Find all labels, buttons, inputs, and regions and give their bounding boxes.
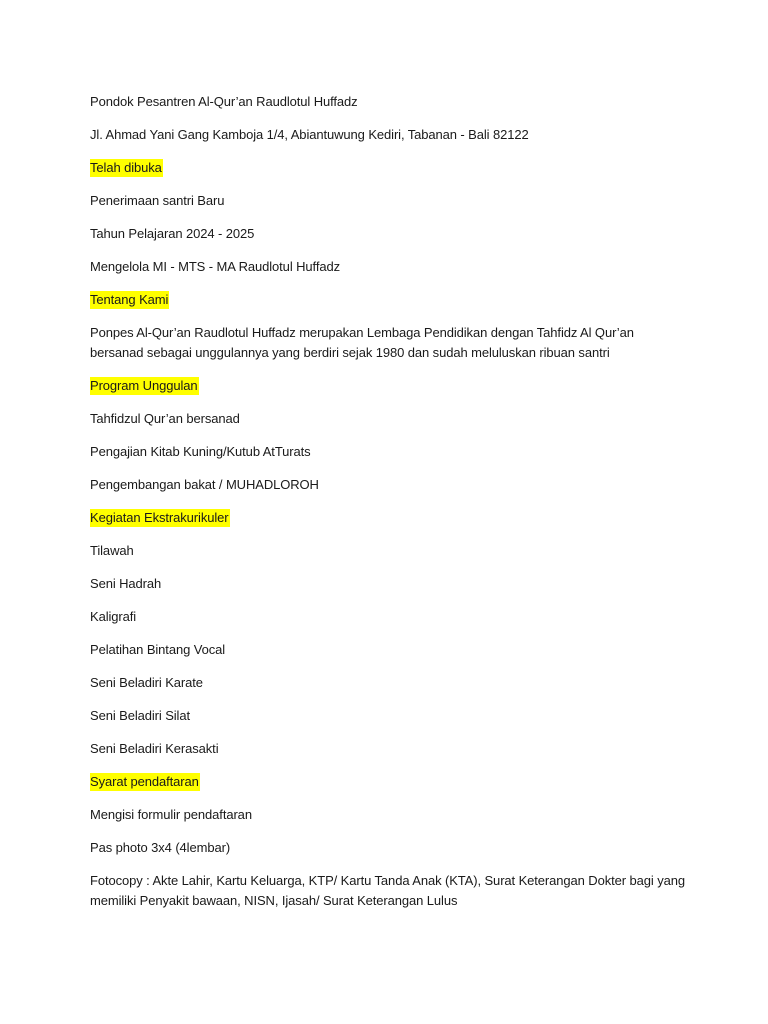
extracurricular-item: Pelatihan Bintang Vocal xyxy=(90,642,226,657)
highlighted-heading: Tentang Kami xyxy=(90,292,169,307)
highlighted-heading: Telah dibuka xyxy=(90,160,162,175)
program-item: Pengembangan bakat / MUHADLOROH xyxy=(90,477,319,492)
extracurricular-item: Seni Beladiri Silat xyxy=(90,708,190,723)
extracurricular-item: Kaligrafi xyxy=(90,609,137,624)
address-line: Jl. Ahmad Yani Gang Kamboja 1/4, Abiantuwung Kediri, Tabanan - Bali 82122 xyxy=(90,127,529,142)
highlighted-heading: Syarat pendaftaran xyxy=(90,774,199,789)
section-heading-opening xyxy=(90,158,690,178)
section-heading-about xyxy=(90,290,690,310)
extracurricular-item: Seni Beladiri Kerasakti xyxy=(90,741,219,756)
section-heading-programs xyxy=(90,376,690,396)
requirement-item: Fotocopy : Akte Lahir, Kartu Keluarga, KTP/ Kartu Tanda Anak (KTA), Surat Keterangan Dokter bagi yang memiliki Penyakit bawaan, NISN, Ijasah/ Surat Keterangan Lulus xyxy=(90,873,685,908)
program-item: Tahfidzul Qur’an bersanad xyxy=(90,411,240,426)
requirement-item: Mengisi formulir pendaftaran xyxy=(90,807,252,822)
extracurricular-item: Seni Hadrah xyxy=(90,576,162,591)
opening-line: Mengelola MI - MTS - MA Raudlotul Huffadz xyxy=(90,259,340,274)
extracurricular-item: Seni Beladiri Karate xyxy=(90,675,203,690)
highlighted-heading: Program Unggulan xyxy=(90,378,198,393)
program-item: Pengajian Kitab Kuning/Kutub AtTurats xyxy=(90,444,311,459)
section-heading-requirements xyxy=(90,772,690,792)
section-heading-extracurricular xyxy=(90,508,690,528)
document-title: Pondok Pesantren Al-Qur’an Raudlotul Huffadz xyxy=(90,94,358,109)
highlighted-heading: Kegiatan Ekstrakurikuler xyxy=(90,510,229,525)
opening-line: Tahun Pelajaran 2024 - 2025 xyxy=(90,226,255,241)
extracurricular-item: Tilawah xyxy=(90,543,134,558)
opening-line: Penerimaan santri Baru xyxy=(90,193,225,208)
document-body xyxy=(90,92,690,924)
about-paragraph: Ponpes Al-Qur’an Raudlotul Huffadz merupakan Lembaga Pendidikan dengan Tahfidz Al Qur’an bersanad sebagai unggulannya yang berdiri sejak 1980 dan sudah meluluskan ribuan santri xyxy=(90,325,634,360)
requirement-item: Pas photo 3x4 (4lembar) xyxy=(90,840,231,855)
